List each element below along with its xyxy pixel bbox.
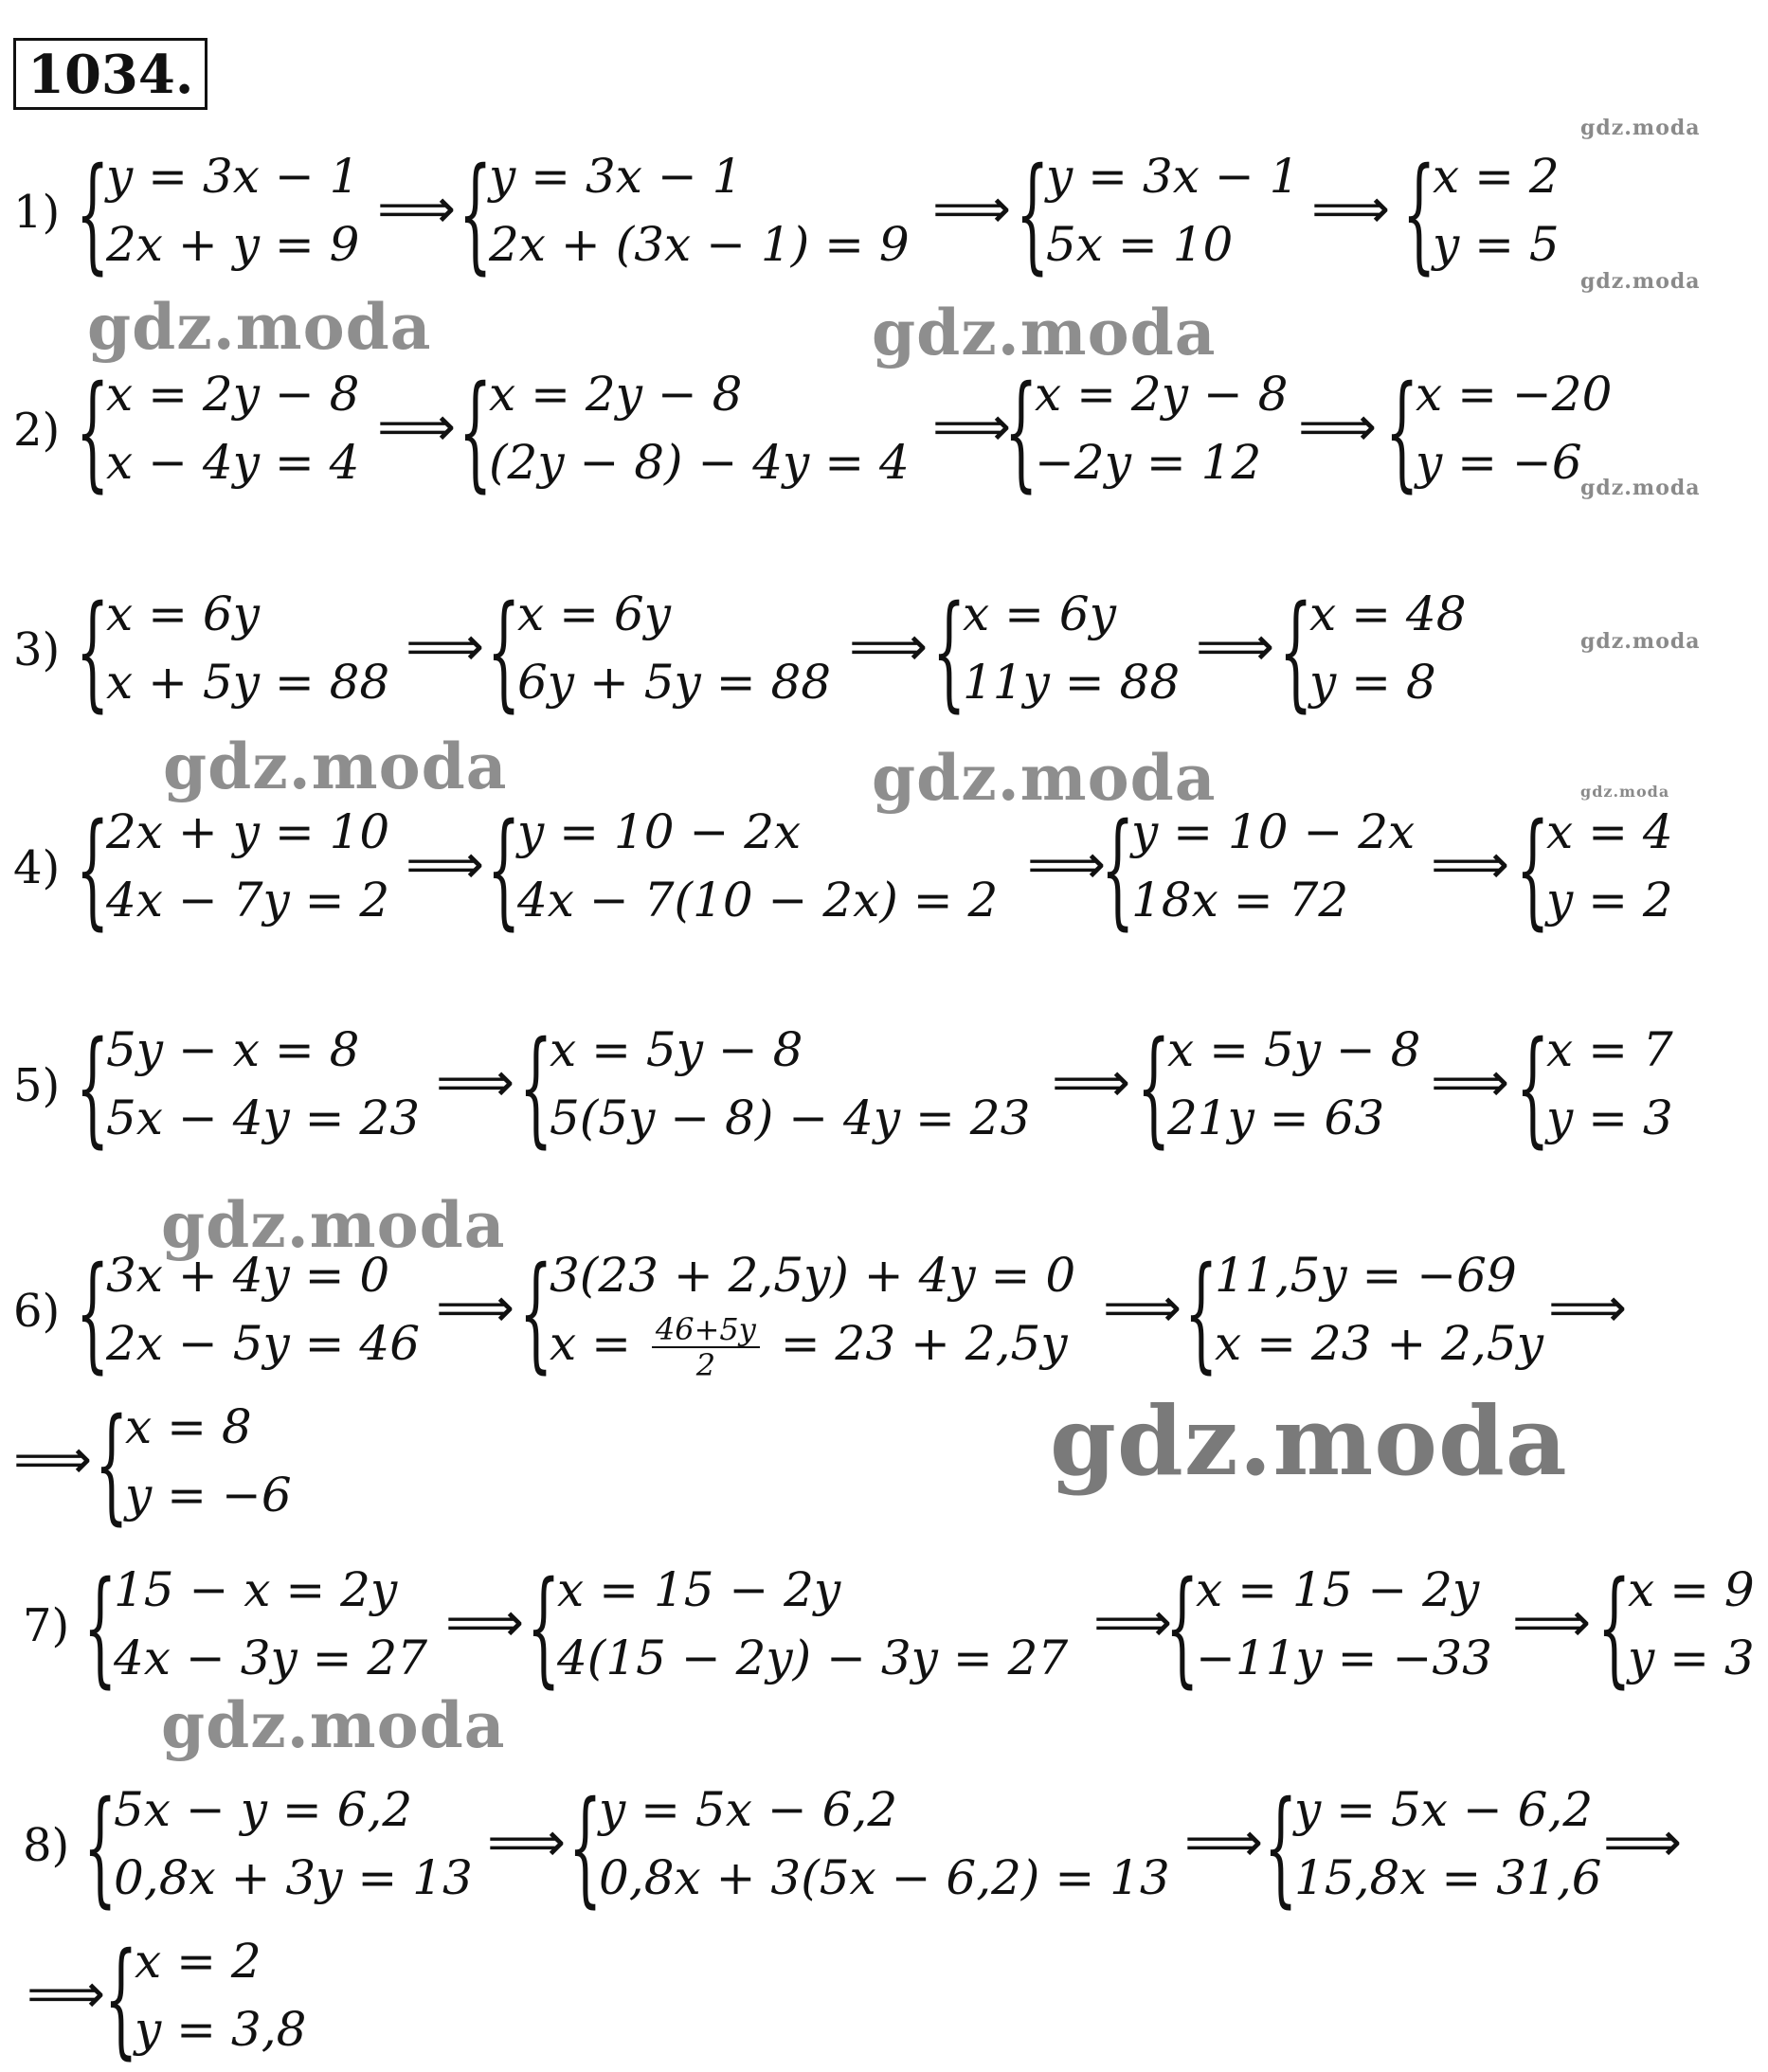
equation-text: x = 15 − 2y bbox=[557, 1562, 841, 1617]
left-brace: { bbox=[83, 1775, 117, 1920]
equation-text: 0,8x + 3y = 13 bbox=[114, 1850, 473, 1905]
equation bbox=[106, 360, 359, 428]
equation-text: x = 6y bbox=[963, 586, 1116, 641]
left-brace: { bbox=[519, 1015, 553, 1161]
equation bbox=[106, 142, 359, 210]
equation-text: x = 5y − 8 bbox=[550, 1022, 803, 1077]
equation-text: 5x = 10 bbox=[1046, 217, 1234, 272]
equation bbox=[106, 1309, 420, 1378]
equation bbox=[1546, 1084, 1673, 1152]
implies-arrow: ⟹ bbox=[1196, 614, 1275, 678]
equation bbox=[557, 1556, 1068, 1624]
equation-text: x = 5y − 8 bbox=[1167, 1022, 1421, 1077]
left-brace: { bbox=[1597, 1555, 1632, 1701]
system-lines bbox=[106, 798, 389, 934]
left-brace: { bbox=[83, 1555, 117, 1701]
equation-text: 15 − x = 2y bbox=[114, 1562, 398, 1617]
equation-text: x = bbox=[550, 1316, 646, 1371]
left-brace: { bbox=[1016, 141, 1050, 287]
equation bbox=[1167, 1084, 1420, 1152]
equation bbox=[1628, 1624, 1755, 1692]
implies-arrow: ⟹ bbox=[1027, 832, 1107, 896]
equation bbox=[1294, 1844, 1602, 1912]
equation-text: 3(23 + 2,5y) + 4y = 0 bbox=[550, 1248, 1076, 1303]
system-lines bbox=[550, 1016, 1030, 1152]
system-lines bbox=[114, 1556, 427, 1692]
equation bbox=[114, 1624, 427, 1692]
problem-label: 8) bbox=[23, 1819, 70, 1872]
equation bbox=[1035, 360, 1288, 428]
equation bbox=[1309, 648, 1467, 716]
equation bbox=[599, 1775, 1170, 1844]
left-brace: { bbox=[1516, 797, 1550, 943]
left-brace: { bbox=[76, 1015, 110, 1161]
implies-arrow: ⟹ bbox=[1603, 1810, 1683, 1874]
fraction bbox=[652, 1312, 760, 1382]
problem-label: 7) bbox=[23, 1599, 70, 1652]
system-lines bbox=[106, 142, 359, 279]
equation-text: y = 3 bbox=[1628, 1631, 1755, 1685]
system-lines bbox=[1546, 1016, 1673, 1152]
left-brace: { bbox=[487, 797, 521, 943]
equation-text: 15,8x = 31,6 bbox=[1294, 1850, 1602, 1905]
implies-arrow: ⟹ bbox=[1298, 394, 1378, 459]
system-lines bbox=[489, 142, 910, 279]
equation bbox=[550, 1241, 1075, 1309]
equation bbox=[1294, 1775, 1602, 1844]
equation-text: 21y = 63 bbox=[1167, 1090, 1385, 1145]
equation-text: 5x − 4y = 23 bbox=[106, 1090, 421, 1145]
implies-arrow: ⟹ bbox=[377, 176, 457, 241]
left-brace: { bbox=[1101, 797, 1135, 943]
equation-text: x = 15 − 2y bbox=[1196, 1562, 1480, 1617]
left-brace: { bbox=[1279, 579, 1313, 725]
implies-arrow: ⟹ bbox=[1052, 1050, 1131, 1114]
equation-text: = 23 + 2,5y bbox=[765, 1316, 1068, 1371]
equation-text: y = 3 bbox=[1546, 1090, 1673, 1145]
equation-text: 11,5y = −69 bbox=[1215, 1248, 1517, 1303]
equation bbox=[1167, 1016, 1420, 1084]
left-brace: { bbox=[1184, 1240, 1218, 1386]
equation-text: 2x + y = 9 bbox=[106, 217, 360, 272]
equation bbox=[135, 1995, 306, 2063]
equation-text: 2x − 5y = 46 bbox=[106, 1316, 421, 1371]
equation bbox=[114, 1844, 473, 1912]
equation-text: y = 3x − 1 bbox=[1046, 149, 1300, 204]
left-brace: { bbox=[487, 579, 521, 725]
equation bbox=[550, 1016, 1030, 1084]
system-lines bbox=[106, 1016, 420, 1152]
equation-text: y = 5 bbox=[1433, 217, 1560, 272]
implies-arrow: ⟹ bbox=[1431, 1050, 1510, 1114]
watermark: gdz.moda bbox=[161, 1188, 506, 1262]
implies-arrow: ⟹ bbox=[377, 394, 457, 459]
system-lines bbox=[1215, 1241, 1543, 1378]
implies-arrow: ⟹ bbox=[932, 176, 1012, 241]
equation-text: x = −20 bbox=[1416, 367, 1613, 422]
implies-arrow: ⟹ bbox=[487, 1810, 567, 1874]
equation-text: x = 23 + 2,5y bbox=[1215, 1316, 1543, 1371]
equation-text: 11y = 88 bbox=[963, 655, 1181, 710]
system-lines bbox=[557, 1556, 1068, 1692]
system-lines bbox=[963, 580, 1180, 716]
equation-text: x = 8 bbox=[125, 1399, 252, 1454]
equation bbox=[106, 1241, 420, 1309]
equation-text: 4x − 7y = 2 bbox=[106, 873, 390, 928]
equation bbox=[550, 1084, 1030, 1152]
problem-4 bbox=[0, 797, 1768, 943]
left-brace: { bbox=[104, 1926, 138, 2072]
equation bbox=[1046, 142, 1299, 210]
system-lines bbox=[125, 1393, 292, 1529]
system-lines bbox=[1416, 360, 1612, 496]
equation-text: x = 2y − 8 bbox=[1035, 367, 1289, 422]
system-lines bbox=[1196, 1556, 1492, 1692]
system-lines bbox=[1433, 142, 1560, 279]
watermark: gdz.moda bbox=[1580, 629, 1701, 654]
implies-arrow: ⟹ bbox=[406, 832, 485, 896]
equation-text: y = 3,8 bbox=[135, 2002, 307, 2057]
equation-text: x = 2 bbox=[135, 1934, 262, 1989]
system-lines bbox=[1046, 142, 1299, 279]
equation bbox=[517, 798, 998, 866]
equation bbox=[106, 1084, 420, 1152]
system-lines bbox=[599, 1775, 1170, 1912]
equation bbox=[106, 428, 359, 496]
system-lines bbox=[106, 580, 389, 716]
equation-text: y = 10 − 2x bbox=[1131, 804, 1416, 859]
left-brace: { bbox=[76, 359, 110, 505]
equation-text: y = 5x − 6,2 bbox=[1294, 1782, 1594, 1837]
left-brace: { bbox=[1137, 1015, 1171, 1161]
problem-label: 5) bbox=[13, 1059, 61, 1112]
equation bbox=[1035, 428, 1288, 496]
implies-arrow: ⟹ bbox=[1093, 1590, 1173, 1654]
system-lines bbox=[1628, 1556, 1755, 1692]
equation-text: 4(15 − 2y) − 3y = 27 bbox=[557, 1631, 1069, 1685]
system-lines bbox=[1035, 360, 1288, 496]
equation-text: x + 5y = 88 bbox=[106, 655, 390, 710]
equation bbox=[114, 1775, 473, 1844]
left-brace: { bbox=[527, 1555, 561, 1701]
equation-text: 5(5y − 8) − 4y = 23 bbox=[550, 1090, 1031, 1145]
problem-2 bbox=[0, 359, 1768, 505]
exercise-number: 1034. bbox=[13, 38, 207, 110]
equation bbox=[1196, 1624, 1492, 1692]
equation bbox=[1131, 866, 1415, 934]
equation bbox=[1546, 1016, 1673, 1084]
equation-text: 18x = 72 bbox=[1131, 873, 1349, 928]
implies-arrow: ⟹ bbox=[1311, 176, 1391, 241]
problem-5 bbox=[0, 1015, 1768, 1161]
equation-text: −2y = 12 bbox=[1035, 435, 1262, 490]
equation bbox=[963, 580, 1180, 648]
equation bbox=[125, 1393, 292, 1461]
equation-text: −11y = −33 bbox=[1196, 1631, 1492, 1685]
equation bbox=[963, 648, 1180, 716]
equation-text: 6y + 5y = 88 bbox=[517, 655, 832, 710]
equation bbox=[1416, 428, 1612, 496]
system-lines bbox=[106, 360, 359, 496]
watermark: gdz.moda bbox=[163, 730, 508, 803]
fraction-numerator: 46+5y bbox=[652, 1312, 760, 1348]
equation bbox=[1546, 866, 1673, 934]
equation-text: y = −6 bbox=[1416, 435, 1582, 490]
implies-arrow: ⟹ bbox=[1431, 832, 1510, 896]
equation bbox=[489, 210, 910, 279]
problem-label: 1) bbox=[13, 186, 61, 239]
equation-text: 4x − 3y = 27 bbox=[114, 1631, 428, 1685]
watermark: gdz.moda bbox=[1580, 783, 1670, 801]
implies-arrow: ⟹ bbox=[13, 1427, 93, 1491]
left-brace: { bbox=[1516, 1015, 1550, 1161]
left-brace: { bbox=[932, 579, 966, 725]
fraction-denominator: 2 bbox=[695, 1347, 716, 1383]
equation-text: 4x − 7(10 − 2x) = 2 bbox=[517, 873, 999, 928]
left-brace: { bbox=[1004, 359, 1038, 505]
implies-arrow: ⟹ bbox=[1512, 1590, 1592, 1654]
implies-arrow: ⟹ bbox=[436, 1275, 515, 1340]
left-brace: { bbox=[568, 1775, 603, 1920]
equation-text: x = 48 bbox=[1309, 586, 1467, 641]
equation bbox=[1131, 798, 1415, 866]
equation bbox=[106, 798, 389, 866]
equation-text: 2x + y = 10 bbox=[106, 804, 390, 859]
equation-text: y = 10 − 2x bbox=[517, 804, 802, 859]
watermark: gdz.moda bbox=[161, 1688, 506, 1762]
problem-label: 4) bbox=[13, 841, 61, 894]
system-lines bbox=[1131, 798, 1415, 934]
equation-text: 0,8x + 3(5x − 6,2) = 13 bbox=[599, 1850, 1170, 1905]
system-lines bbox=[106, 1241, 420, 1378]
equation bbox=[125, 1461, 292, 1529]
equation bbox=[489, 360, 910, 428]
equation bbox=[1416, 360, 1612, 428]
left-brace: { bbox=[76, 141, 110, 287]
problem-8 bbox=[0, 1775, 1768, 2072]
equation bbox=[135, 1927, 306, 1995]
system-lines bbox=[489, 360, 910, 496]
equation bbox=[517, 866, 998, 934]
implies-arrow: ⟹ bbox=[1103, 1275, 1182, 1340]
equation bbox=[106, 866, 389, 934]
equation-text: y = 3x − 1 bbox=[489, 149, 743, 204]
equation bbox=[106, 648, 389, 716]
system-lines bbox=[1167, 1016, 1420, 1152]
equation bbox=[557, 1624, 1068, 1692]
system-lines bbox=[517, 580, 831, 716]
equation-text: 3x + 4y = 0 bbox=[106, 1248, 390, 1303]
implies-arrow: ⟹ bbox=[932, 394, 1012, 459]
watermark: gdz.moda bbox=[1580, 116, 1701, 140]
equation bbox=[1196, 1556, 1492, 1624]
system-lines bbox=[1294, 1775, 1602, 1912]
equation bbox=[550, 1309, 1075, 1383]
equation bbox=[1309, 580, 1467, 648]
equation bbox=[517, 648, 831, 716]
left-brace: { bbox=[1402, 141, 1436, 287]
watermark: gdz.moda bbox=[1580, 476, 1701, 500]
equation bbox=[517, 580, 831, 648]
equation bbox=[1433, 210, 1560, 279]
system-lines bbox=[550, 1241, 1076, 1383]
left-brace: { bbox=[76, 579, 110, 725]
left-brace: { bbox=[76, 1240, 110, 1386]
equation-text: 2x + (3x − 1) = 9 bbox=[489, 217, 910, 272]
equation bbox=[1546, 798, 1673, 866]
equation bbox=[1628, 1556, 1755, 1624]
system-lines bbox=[114, 1775, 473, 1912]
problem-label: 6) bbox=[13, 1285, 61, 1338]
equation-text: x = 4 bbox=[1546, 804, 1673, 859]
equation-text: 5x − y = 6,2 bbox=[114, 1782, 413, 1837]
equation-text: y = 2 bbox=[1546, 873, 1673, 928]
equation bbox=[106, 1016, 420, 1084]
equation-text: 5y − x = 8 bbox=[106, 1022, 360, 1077]
implies-arrow: ⟹ bbox=[406, 614, 485, 678]
watermark: gdz.moda bbox=[1580, 269, 1701, 294]
equation bbox=[489, 142, 910, 210]
implies-arrow: ⟹ bbox=[1548, 1275, 1628, 1340]
implies-arrow: ⟹ bbox=[436, 1050, 515, 1114]
implies-arrow: ⟹ bbox=[1184, 1810, 1264, 1874]
watermark: gdz.moda bbox=[872, 296, 1217, 369]
implies-arrow: ⟹ bbox=[445, 1590, 525, 1654]
equation bbox=[106, 210, 359, 279]
equation bbox=[114, 1556, 427, 1624]
problem-label: 2) bbox=[13, 404, 61, 457]
problem-7 bbox=[0, 1555, 1768, 1701]
system-lines bbox=[517, 798, 998, 934]
implies-arrow: ⟹ bbox=[849, 614, 929, 678]
equation-text: y = 3x − 1 bbox=[106, 149, 360, 204]
equation bbox=[106, 580, 389, 648]
left-brace: { bbox=[519, 1240, 553, 1386]
equation bbox=[599, 1844, 1170, 1912]
problem-label: 3) bbox=[13, 623, 61, 676]
equation bbox=[1046, 210, 1299, 279]
problem-3 bbox=[0, 579, 1768, 725]
left-brace: { bbox=[1385, 359, 1419, 505]
system-lines bbox=[1309, 580, 1467, 716]
left-brace: { bbox=[459, 359, 493, 505]
equation bbox=[1215, 1241, 1543, 1309]
problem-1 bbox=[0, 141, 1768, 287]
equation-text: y = 8 bbox=[1309, 655, 1436, 710]
equation-text: x = 7 bbox=[1546, 1022, 1673, 1077]
equation-text: y = 5x − 6,2 bbox=[599, 1782, 898, 1837]
left-brace: { bbox=[1264, 1775, 1298, 1920]
equation bbox=[1215, 1309, 1543, 1378]
system-lines bbox=[135, 1927, 306, 2063]
equation-text: x = 2y − 8 bbox=[489, 367, 743, 422]
equation bbox=[489, 428, 910, 496]
implies-arrow: ⟹ bbox=[27, 1961, 106, 2026]
watermark: gdz.moda bbox=[1050, 1385, 1568, 1497]
equation-text: x = 2 bbox=[1433, 149, 1560, 204]
equation-text: x = 6y bbox=[517, 586, 671, 641]
equation-text: x − 4y = 4 bbox=[106, 435, 360, 490]
equation-text: x = 9 bbox=[1628, 1562, 1755, 1617]
equation-text: x = 2y − 8 bbox=[106, 367, 360, 422]
left-brace: { bbox=[1165, 1555, 1200, 1701]
watermark: gdz.moda bbox=[87, 290, 432, 364]
equation-text: y = −6 bbox=[125, 1468, 292, 1522]
left-brace: { bbox=[95, 1392, 129, 1538]
left-brace: { bbox=[76, 797, 110, 943]
left-brace: { bbox=[459, 141, 493, 287]
system-lines bbox=[1546, 798, 1673, 934]
watermark: gdz.moda bbox=[872, 741, 1217, 815]
equation-text: x = 6y bbox=[106, 586, 260, 641]
equation-text: (2y − 8) − 4y = 4 bbox=[489, 435, 910, 490]
equation bbox=[1433, 142, 1560, 210]
